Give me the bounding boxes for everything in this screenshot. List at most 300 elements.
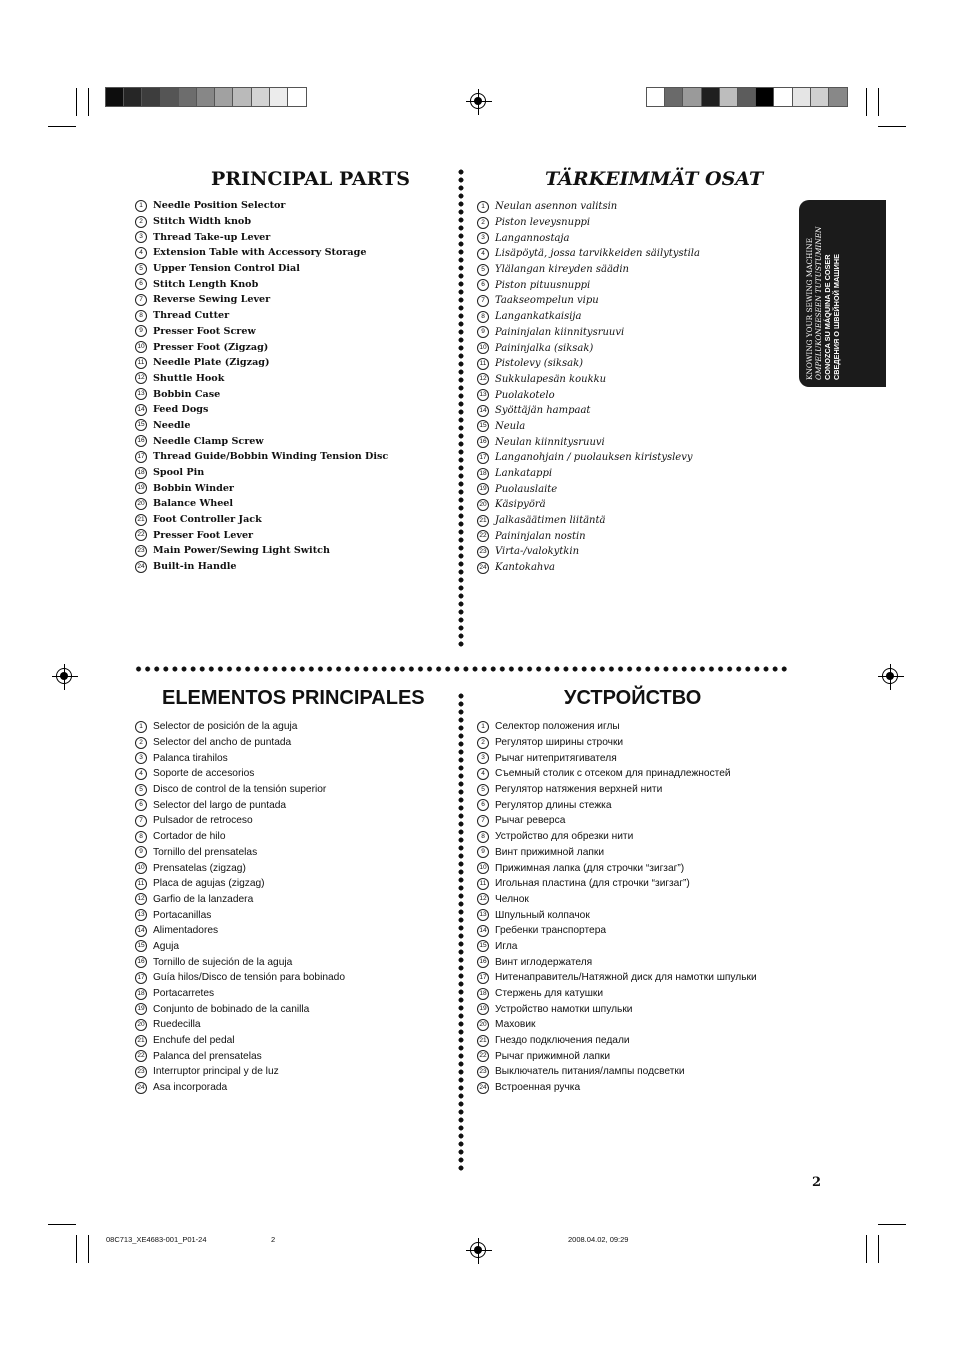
- item-number: 12: [135, 372, 147, 384]
- item-label: Piston leveysnuppi: [495, 217, 591, 229]
- item-label: Гребенки транспортера: [495, 925, 607, 937]
- list-item: [135, 970, 345, 986]
- item-label: Ruedecilla: [153, 1019, 201, 1031]
- item-label: Guía hilos/Disco de tensión para bobinado: [153, 972, 345, 984]
- item-number: 19: [477, 1003, 489, 1015]
- item-number: 3: [135, 231, 147, 243]
- list-item: [135, 543, 388, 559]
- crop-mark: [88, 88, 89, 116]
- item-label: Needle Position Selector: [153, 200, 286, 212]
- item-label: Syöttäjän hampaat: [495, 405, 591, 417]
- list-item: [135, 1064, 345, 1080]
- item-label: Cortador de hilo: [153, 831, 226, 843]
- list-item: [135, 308, 388, 324]
- side-tab-label-es: CONOZCA SU MÁQUINA DE COSER: [823, 254, 832, 380]
- list-item: [135, 339, 388, 355]
- list-item: [477, 829, 757, 845]
- color-swatch: [161, 88, 179, 106]
- color-swatch: [252, 88, 270, 106]
- item-label: Регулятор ширины строчки: [495, 737, 624, 749]
- list-item: [477, 986, 757, 1002]
- item-number: 6: [135, 278, 147, 290]
- item-label: Selector del ancho de puntada: [153, 737, 292, 749]
- item-number: 12: [135, 893, 147, 905]
- list-item: [477, 719, 757, 735]
- item-label: Встроенная ручка: [495, 1082, 581, 1094]
- item-number: 5: [135, 263, 147, 275]
- list-item: [477, 860, 757, 876]
- color-swatch: [270, 88, 288, 106]
- item-label: Reverse Sewing Lever: [153, 294, 271, 306]
- parts-list-ru: [477, 719, 757, 1096]
- color-swatch: [665, 88, 683, 106]
- item-number: 9: [477, 326, 489, 338]
- item-number: 11: [135, 878, 147, 890]
- list-item: [477, 1033, 757, 1049]
- list-item: [135, 449, 388, 465]
- item-label: Garfio de la lanzadera: [153, 893, 254, 905]
- item-number: 24: [135, 1082, 147, 1094]
- list-item: [477, 434, 700, 450]
- color-swatch: [288, 88, 306, 106]
- item-label: Игла: [495, 940, 518, 952]
- item-number: 20: [135, 498, 147, 510]
- item-number: 19: [135, 482, 147, 494]
- item-label: Neulan asennon valitsin: [495, 201, 618, 213]
- list-item: [135, 892, 345, 908]
- item-label: Bobbin Winder: [153, 482, 234, 494]
- list-item: [135, 418, 388, 434]
- list-item: [477, 325, 700, 341]
- item-number: 4: [477, 248, 489, 260]
- item-label: Kantokahva: [495, 562, 555, 574]
- list-item: [477, 387, 700, 403]
- color-swatch: [829, 88, 847, 106]
- item-label: Aguja: [153, 940, 180, 952]
- item-label: Нитенаправитель/Натяжной диск для намотки шпульки: [495, 972, 757, 984]
- item-number: 14: [477, 925, 489, 937]
- item-label: Съемный столик с отсеком для принадлежностей: [495, 768, 731, 780]
- registration-mark-icon: [470, 1242, 486, 1258]
- item-number: 16: [477, 956, 489, 968]
- list-item: [135, 923, 345, 939]
- item-number: 10: [477, 862, 489, 874]
- side-tab-labels: [805, 200, 841, 380]
- list-item: [135, 939, 345, 955]
- list-item: [135, 860, 345, 876]
- item-number: 8: [477, 831, 489, 843]
- item-number: 24: [135, 561, 147, 573]
- item-number: 1: [135, 721, 147, 733]
- item-number: 21: [477, 515, 489, 527]
- item-number: 17: [135, 972, 147, 984]
- crop-mark: [88, 1235, 89, 1263]
- list-item: [477, 923, 757, 939]
- item-label: Presser Foot (Zigzag): [153, 341, 269, 353]
- list-item: [135, 261, 388, 277]
- item-label: Taakseompelun vipu: [495, 295, 599, 307]
- list-item: [477, 1080, 757, 1096]
- item-number: 13: [477, 389, 489, 401]
- crop-mark: [48, 1224, 76, 1225]
- list-item: [135, 813, 345, 829]
- list-item: [135, 719, 345, 735]
- list-item: [135, 496, 388, 512]
- list-item: [477, 262, 700, 278]
- item-label: Стержень для катушки: [495, 988, 604, 1000]
- item-label: Käsipyörä: [495, 499, 546, 511]
- item-number: 1: [135, 200, 147, 212]
- item-label: Foot Controller Jack: [153, 514, 262, 526]
- item-number: 3: [135, 752, 147, 764]
- list-item: [135, 1017, 345, 1033]
- section-title-en: PRINCIPAL PARTS: [211, 168, 410, 190]
- item-label: Pistolevy (siksak): [495, 358, 584, 370]
- item-number: 9: [135, 846, 147, 858]
- item-number: 6: [477, 279, 489, 291]
- item-label: Puolakotelo: [495, 389, 555, 401]
- item-number: 15: [135, 419, 147, 431]
- list-item: [135, 986, 345, 1002]
- item-number: 23: [477, 546, 489, 558]
- item-label: Винт иглодержателя: [495, 956, 593, 968]
- registration-mark-icon: [56, 668, 72, 684]
- item-number: 7: [135, 294, 147, 306]
- list-item: [477, 497, 700, 513]
- item-number: 18: [477, 988, 489, 1000]
- item-number: 5: [477, 264, 489, 276]
- parts-list-es: [135, 719, 345, 1096]
- item-label: Регулятор натяжения верхней нити: [495, 784, 663, 796]
- item-number: 24: [477, 562, 489, 574]
- item-number: 11: [477, 358, 489, 370]
- item-number: 17: [477, 972, 489, 984]
- list-item: [477, 939, 757, 955]
- item-label: Balance Wheel: [153, 498, 234, 510]
- item-label: Puolauslaite: [495, 483, 558, 495]
- item-label: Регулятор длины стежка: [495, 799, 612, 811]
- item-number: 22: [477, 1050, 489, 1062]
- side-tab-label-ru: СВЕДЕНИЯ О ШВЕЙНОЙ МАШИНЕ: [832, 254, 841, 380]
- item-number: 22: [477, 530, 489, 542]
- item-number: 23: [135, 1066, 147, 1078]
- item-number: 5: [477, 784, 489, 796]
- item-label: Рычаг прижимной лапки: [495, 1050, 611, 1062]
- item-number: 8: [135, 831, 147, 843]
- color-swatch: [142, 88, 160, 106]
- item-number: 13: [135, 388, 147, 400]
- item-number: 22: [135, 529, 147, 541]
- item-label: Palanca tirahilos: [153, 752, 228, 764]
- section-title-fi: TÄRKEIMMÄT OSAT: [545, 168, 764, 190]
- item-number: 2: [477, 217, 489, 229]
- item-number: 1: [477, 201, 489, 213]
- item-label: Устройство намотки шпульки: [495, 1003, 633, 1015]
- list-item: [477, 954, 757, 970]
- list-item: [135, 512, 388, 528]
- list-item: [477, 340, 700, 356]
- list-item: [477, 403, 700, 419]
- list-item: [477, 544, 700, 560]
- item-number: 15: [135, 940, 147, 952]
- item-number: 24: [477, 1082, 489, 1094]
- item-label: Tornillo de sujeción de la aguja: [153, 956, 293, 968]
- list-item: [135, 214, 388, 230]
- item-label: Asa incorporada: [153, 1082, 228, 1094]
- item-label: Enchufe del pedal: [153, 1035, 235, 1047]
- item-label: Paininjalan nostin: [495, 530, 586, 542]
- side-tab-label-en: KNOWING YOUR SEWING MACHINE: [805, 237, 814, 380]
- footer-timestamp: 2008.04.02, 09:29: [568, 1235, 629, 1244]
- item-label: Shuttle Hook: [153, 372, 225, 384]
- item-number: 18: [477, 468, 489, 480]
- item-number: 14: [135, 925, 147, 937]
- section-title-es: ELEMENTOS PRINCIPALES: [162, 687, 425, 709]
- item-number: 21: [135, 1035, 147, 1047]
- item-number: 4: [135, 768, 147, 780]
- list-item: [477, 466, 700, 482]
- list-item: [477, 970, 757, 986]
- color-swatch: [215, 88, 233, 106]
- item-label: Thread Guide/Bobbin Winding Tension Disc: [153, 451, 389, 463]
- item-number: 13: [477, 909, 489, 921]
- item-label: Soporte de accesorios: [153, 768, 255, 780]
- list-item: [477, 845, 757, 861]
- list-item: [477, 1064, 757, 1080]
- list-item: [477, 293, 700, 309]
- item-number: 18: [135, 988, 147, 1000]
- item-number: 19: [477, 483, 489, 495]
- item-number: 17: [135, 451, 147, 463]
- item-number: 15: [477, 940, 489, 952]
- item-label: Alimentadores: [153, 925, 219, 937]
- list-item: [135, 480, 388, 496]
- item-label: Устройство для обрезки нити: [495, 831, 634, 843]
- item-label: Feed Dogs: [153, 404, 209, 416]
- item-label: Neulan kiinnitysruuvi: [495, 436, 605, 448]
- item-number: 8: [135, 310, 147, 322]
- color-swatch: [233, 88, 251, 106]
- list-item: [477, 481, 700, 497]
- list-item: [135, 1048, 345, 1064]
- section-title-ru: УСТРОЙСТВО: [564, 687, 702, 709]
- list-item: [135, 355, 388, 371]
- item-label: Piston pituusnuppi: [495, 279, 591, 291]
- color-swatch: [683, 88, 701, 106]
- item-label: Thread Cutter: [153, 310, 230, 322]
- list-item: [135, 1001, 345, 1017]
- item-label: Гнездо подключения педали: [495, 1035, 630, 1047]
- item-label: Lisäpöytä, jossa tarvikkeiden säilytystila: [495, 248, 700, 260]
- item-number: 9: [477, 846, 489, 858]
- color-swatch: [702, 88, 720, 106]
- list-item: [135, 782, 345, 798]
- list-item: [477, 1048, 757, 1064]
- crop-mark: [878, 126, 906, 127]
- list-item: [135, 292, 388, 308]
- list-item: [135, 386, 388, 402]
- item-label: Маховик: [495, 1019, 536, 1031]
- item-number: 20: [477, 499, 489, 511]
- list-item: [135, 433, 388, 449]
- list-item: [477, 892, 757, 908]
- item-label: Main Power/Sewing Light Switch: [153, 545, 330, 557]
- color-swatch: [811, 88, 829, 106]
- item-label: Extension Table with Accessory Storage: [153, 247, 367, 259]
- item-label: Prensatelas (zigzag): [153, 862, 246, 874]
- item-label: Lankatappi: [495, 468, 553, 480]
- item-label: Presser Foot Screw: [153, 325, 256, 337]
- item-number: 5: [135, 784, 147, 796]
- item-label: Langankatkaisija: [495, 311, 582, 323]
- item-number: 17: [477, 452, 489, 464]
- item-number: 10: [135, 341, 147, 353]
- list-item: [477, 356, 700, 372]
- crop-mark: [878, 88, 879, 116]
- item-label: Stitch Width knob: [153, 216, 252, 228]
- list-item: [135, 766, 345, 782]
- item-label: Langannostaja: [495, 232, 570, 244]
- item-number: 6: [135, 799, 147, 811]
- list-item: [135, 402, 388, 418]
- list-item: [477, 766, 757, 782]
- list-item: [477, 782, 757, 798]
- list-item: [135, 1080, 345, 1096]
- list-item: [135, 324, 388, 340]
- color-swatch: [774, 88, 792, 106]
- parts-list-fi: [477, 199, 700, 576]
- vertical-divider: [458, 692, 464, 1172]
- item-number: 12: [477, 373, 489, 385]
- registration-mark-icon: [470, 93, 486, 109]
- list-item: [135, 527, 388, 543]
- crop-mark: [878, 1235, 879, 1263]
- list-item: [477, 419, 700, 435]
- item-number: 6: [477, 799, 489, 811]
- item-number: 3: [477, 232, 489, 244]
- item-label: Langanohjain / puolauksen kiristyslevy: [495, 452, 693, 464]
- list-item: [477, 907, 757, 923]
- item-number: 23: [135, 545, 147, 557]
- item-label: Selector del largo de puntada: [153, 799, 287, 811]
- item-label: Interruptor principal y de luz: [153, 1066, 279, 1078]
- crop-mark: [76, 88, 77, 116]
- list-item: [135, 845, 345, 861]
- list-item: [135, 735, 345, 751]
- list-item: [135, 465, 388, 481]
- color-swatch: [756, 88, 774, 106]
- list-item: [477, 528, 700, 544]
- list-item: [135, 1033, 345, 1049]
- item-label: Jalkasäätimen liitäntä: [495, 515, 606, 527]
- item-label: Челнок: [495, 893, 529, 905]
- item-number: 20: [135, 1019, 147, 1031]
- item-label: Neula: [495, 420, 526, 432]
- crop-mark: [866, 88, 867, 116]
- list-item: [135, 229, 388, 245]
- list-item: [135, 750, 345, 766]
- color-swatch: [179, 88, 197, 106]
- item-number: 21: [477, 1035, 489, 1047]
- list-item: [135, 371, 388, 387]
- item-number: 4: [135, 247, 147, 259]
- item-label: Portacarretes: [153, 988, 215, 1000]
- list-item: [135, 907, 345, 923]
- item-label: Винт прижимной лапки: [495, 846, 605, 858]
- item-number: 18: [135, 467, 147, 479]
- list-item: [477, 230, 700, 246]
- footer-page: 2: [271, 1235, 276, 1244]
- item-number: 3: [477, 752, 489, 764]
- item-number: 21: [135, 514, 147, 526]
- list-item: [477, 246, 700, 262]
- item-label: Игольная пластина (для строчки “зигзаг”): [495, 878, 690, 890]
- item-label: Paininjalka (siksak): [495, 342, 594, 354]
- item-label: Presser Foot Lever: [153, 529, 254, 541]
- list-item: [135, 876, 345, 892]
- item-number: 7: [135, 815, 147, 827]
- item-label: Upper Tension Control Dial: [153, 263, 300, 275]
- item-number: 7: [477, 295, 489, 307]
- color-swatch: [124, 88, 142, 106]
- item-label: Ylälangan kireyden säädin: [495, 264, 629, 276]
- item-number: 16: [135, 956, 147, 968]
- item-label: Селектор положения иглы: [495, 721, 620, 733]
- horizontal-divider: [134, 666, 790, 672]
- item-label: Stitch Length Knob: [153, 278, 259, 290]
- color-swatch: [197, 88, 215, 106]
- item-number: 4: [477, 768, 489, 780]
- item-number: 2: [477, 737, 489, 749]
- item-number: 8: [477, 311, 489, 323]
- item-label: Tornillo del prensatelas: [153, 846, 258, 858]
- item-label: Needle Clamp Screw: [153, 435, 264, 447]
- item-label: Шпульный колпачок: [495, 909, 590, 921]
- item-number: 16: [135, 435, 147, 447]
- list-item: [477, 560, 700, 576]
- item-number: 22: [135, 1050, 147, 1062]
- item-number: 1: [477, 721, 489, 733]
- list-item: [477, 750, 757, 766]
- list-item: [135, 829, 345, 845]
- item-number: 16: [477, 436, 489, 448]
- item-label: Needle: [153, 419, 191, 431]
- list-item: [135, 276, 388, 292]
- item-number: 14: [477, 405, 489, 417]
- list-item: [477, 735, 757, 751]
- item-number: 10: [477, 342, 489, 354]
- list-item: [477, 513, 700, 529]
- item-number: 2: [135, 737, 147, 749]
- item-number: 15: [477, 420, 489, 432]
- item-number: 9: [135, 325, 147, 337]
- item-label: Рычаг нитепритягивателя: [495, 752, 617, 764]
- item-number: 13: [135, 909, 147, 921]
- list-item: [477, 309, 700, 325]
- crop-mark: [866, 1235, 867, 1263]
- color-swatch: [793, 88, 811, 106]
- item-label: Bobbin Case: [153, 388, 221, 400]
- item-label: Placa de agujas (zigzag): [153, 878, 265, 890]
- item-label: Рычаг реверса: [495, 815, 566, 827]
- list-item: [477, 1017, 757, 1033]
- item-label: Palanca del prensatelas: [153, 1050, 262, 1062]
- crop-mark: [48, 126, 76, 127]
- item-number: 12: [477, 893, 489, 905]
- list-item: [135, 559, 388, 575]
- item-label: Disco de control de la tensión superior: [153, 784, 327, 796]
- item-label: Conjunto de bobinado de la canilla: [153, 1003, 310, 1015]
